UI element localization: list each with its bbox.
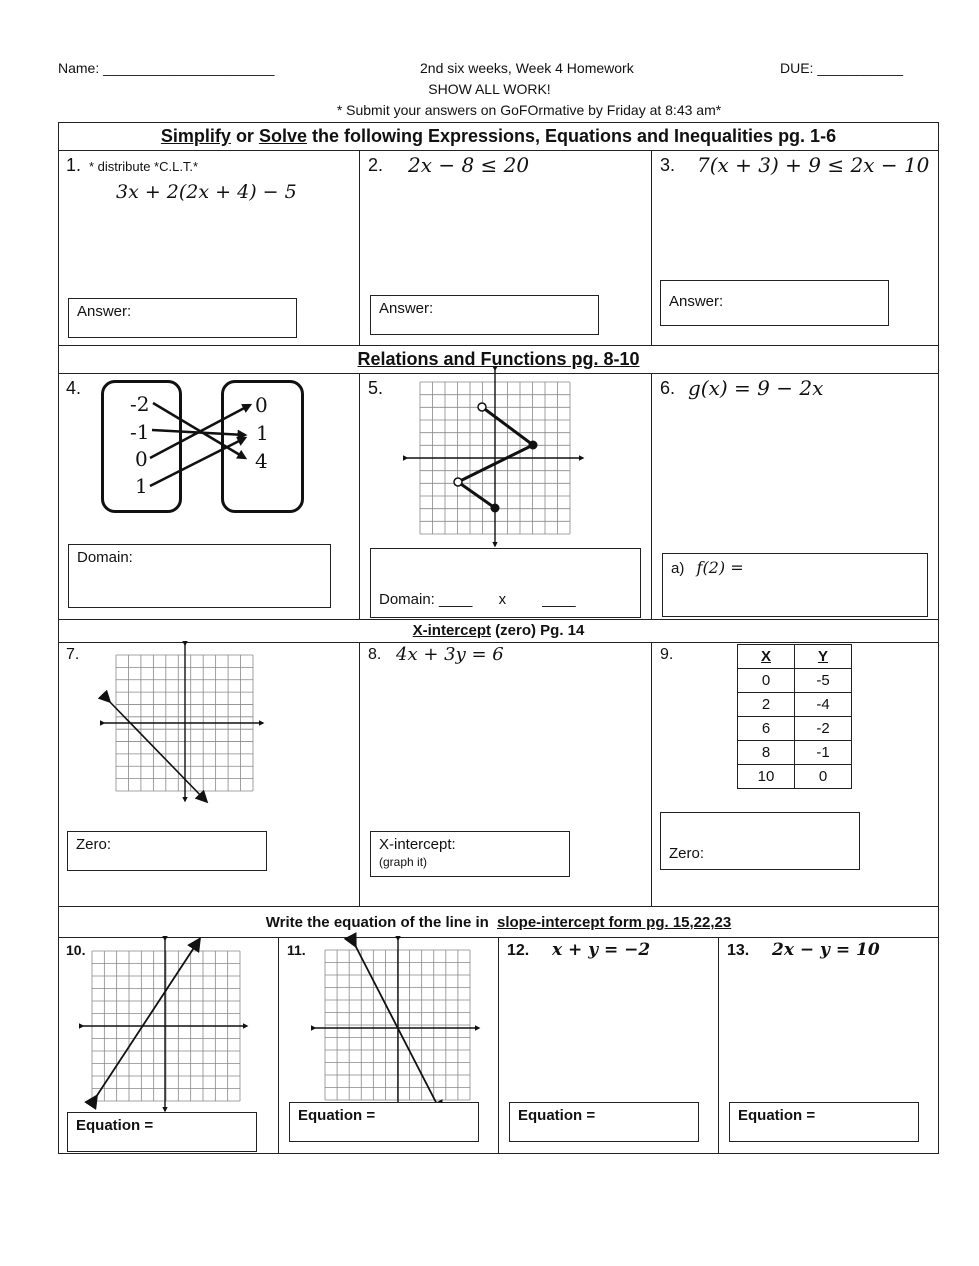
table-cell: 0 [795,765,852,789]
answer-label: Domain: ____ [379,591,473,608]
question-note: * distribute *C.L.T.* [89,159,199,174]
answer-label: Equation = [298,1107,376,1124]
part-label: a) [671,560,685,577]
question-expression: 2x − 8 ≤ 20 [408,153,530,177]
title-word: Simplify [160,126,231,146]
question-number: 7. [66,646,80,663]
table-cell: 0 [738,669,795,693]
title-word: Solve [258,126,307,146]
answer-label: Zero: [76,836,112,853]
answer-box[interactable] [289,1102,479,1142]
answer-label: Answer: [379,300,434,317]
domain-value: 1 [135,474,148,498]
table-cell: -4 [795,693,852,717]
table-cell: 2 [738,693,795,717]
answer-box[interactable] [509,1102,699,1142]
question-number: 11. [287,942,306,958]
answer-box[interactable] [729,1102,919,1142]
answer-label: ____ [542,591,576,608]
title-word: or [235,126,254,146]
page-title: 2nd six weeks, Week 4 Homework [420,60,634,76]
table-header: Y [795,645,852,669]
table-cell: -2 [795,717,852,741]
question-number: 12. [507,942,530,959]
answer-label: Answer: [77,303,132,320]
domain-value: -1 [130,420,150,444]
answer-label: X-intercept: [379,836,456,853]
answer-note: (graph it) [379,855,428,869]
answer-label: Equation = [76,1117,154,1134]
range-value: 0 [255,393,268,417]
question-number: 13. [727,942,750,959]
section-title-relations: Relations and Functions pg. 8-10 [357,349,640,369]
answer-label: Zero: [669,845,705,862]
question-expression: 4x + 3y = 6 [396,644,504,665]
show-work-note: SHOW ALL WORK! [428,81,551,97]
question-number: 1. [66,155,82,175]
domain-value: 0 [135,447,148,471]
title-text: (zero) Pg. 14 [495,622,585,639]
question-number: 10. [66,942,86,958]
title-text: the following Expressions, Equations and Inequalities pg. 1-6 [312,126,837,146]
question-number: 5. [368,378,384,398]
question-number: 4. [66,378,82,398]
answer-label: Domain: [77,549,133,566]
table-cell: -1 [795,741,852,765]
question-expression: 2x − y = 10 [772,940,880,960]
table-cell: 10 [738,765,795,789]
title-text: X-intercept [412,622,491,639]
question-number: 3. [660,155,676,175]
answer-label: Answer: [669,293,724,310]
due-field[interactable]: DUE: ___________ [780,60,903,76]
table-cell: -5 [795,669,852,693]
question-expression: g(x) = 9 − 2x [688,376,824,400]
question-expression: x + y = −2 [552,940,651,960]
part-expression: f(2) = [696,558,744,577]
question-number: 9. [660,646,674,663]
question-expression: 3x + 2(2x + 4) − 5 [116,181,297,203]
answer-label: x [498,591,507,608]
range-value: 1 [256,421,269,445]
question-number: 8. [368,646,382,663]
answer-label: Equation = [738,1107,816,1124]
question-expression: 7(x + 3) + 9 ≤ 2x − 10 [697,153,930,177]
table-header: X [738,645,795,669]
question-number: 2. [368,155,384,175]
title-text: slope-intercept form pg. 15,22,23 [496,914,732,931]
range-value: 4 [255,449,268,473]
table-cell: 8 [738,741,795,765]
title-text: Write the equation of the line in [265,914,489,931]
submit-note: * Submit your answers on GoFOrmative by Friday at 8:43 am* [336,102,722,118]
question-number: 6. [660,378,676,398]
table-cell: 6 [738,717,795,741]
answer-label: Equation = [518,1107,596,1124]
domain-value: -2 [130,392,150,416]
name-field[interactable]: Name: ______________________ [58,60,275,76]
